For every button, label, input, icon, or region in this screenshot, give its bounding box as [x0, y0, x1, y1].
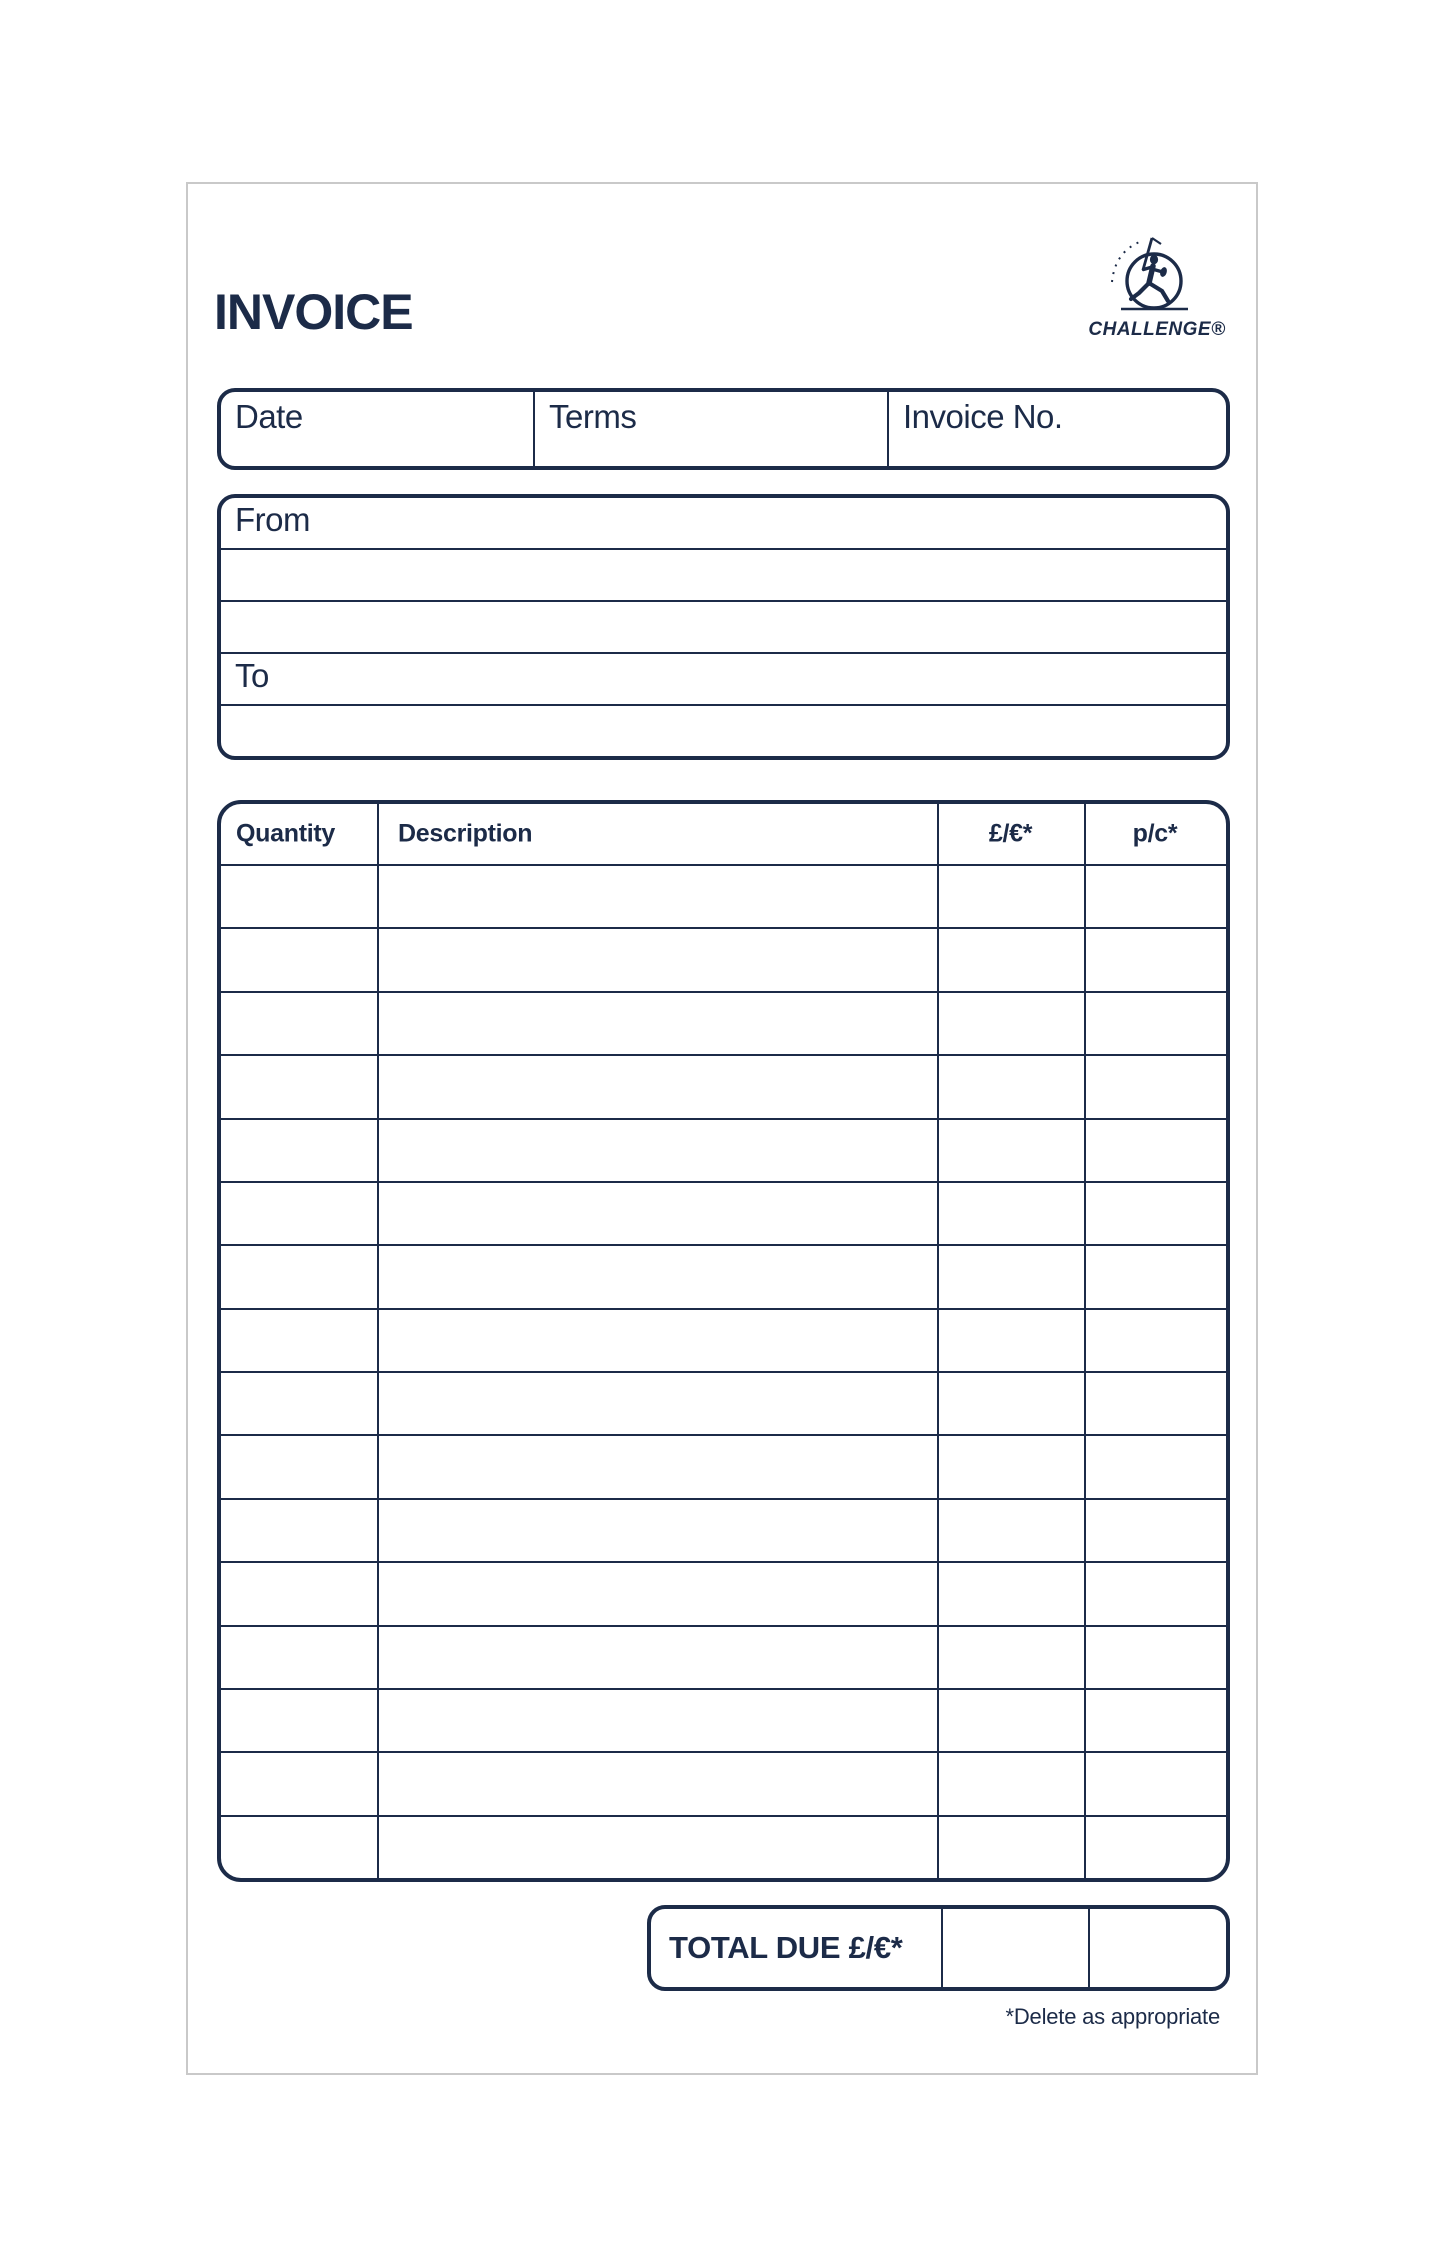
cell-quantity[interactable] [221, 1690, 377, 1751]
cell-currency[interactable] [937, 1690, 1084, 1751]
cell-pence[interactable] [1084, 1627, 1226, 1688]
total-pence-cell[interactable] [1088, 1909, 1226, 1987]
cell-description[interactable] [377, 1563, 937, 1624]
to-label: To [235, 657, 269, 694]
cell-quantity[interactable] [221, 929, 377, 990]
cell-description[interactable] [377, 1500, 937, 1561]
cell-pence[interactable] [1084, 1753, 1226, 1814]
invoice-no-label: Invoice No. [903, 398, 1063, 435]
date-label: Date [235, 398, 303, 435]
cell-description[interactable] [377, 1056, 937, 1117]
table-row [221, 866, 1226, 927]
header-currency: £/€* [988, 819, 1033, 848]
field-terms[interactable] [533, 392, 887, 466]
cell-description[interactable] [377, 993, 937, 1054]
cell-description[interactable] [377, 929, 937, 990]
cell-pence[interactable] [1084, 1310, 1226, 1371]
table-row [221, 1498, 1226, 1561]
invoice-sheet [186, 182, 1258, 2075]
from-blank-row[interactable] [221, 548, 1226, 600]
table-row [221, 1308, 1226, 1371]
cell-quantity[interactable] [221, 1183, 377, 1244]
cell-currency[interactable] [937, 1753, 1084, 1814]
cell-currency[interactable] [937, 1627, 1084, 1688]
header-description: Description [398, 819, 533, 848]
cell-pence[interactable] [1084, 1436, 1226, 1497]
cell-currency[interactable] [937, 929, 1084, 990]
cell-currency[interactable] [937, 1500, 1084, 1561]
from-row[interactable] [221, 498, 1226, 548]
cell-pence[interactable] [1084, 1817, 1226, 1878]
cell-pence[interactable] [1084, 993, 1226, 1054]
total-label-cell [651, 1909, 941, 1987]
cell-quantity[interactable] [221, 1753, 377, 1814]
table-row [221, 1054, 1226, 1117]
table-row [221, 1625, 1226, 1688]
column-divider [1084, 804, 1086, 1878]
cell-description[interactable] [377, 1627, 937, 1688]
table-row [221, 1561, 1226, 1624]
total-label: TOTAL DUE £/€* [669, 1930, 903, 1965]
items-table [217, 800, 1230, 1882]
address-box [217, 494, 1230, 760]
to-row[interactable] [221, 652, 1226, 704]
cell-quantity[interactable] [221, 1436, 377, 1497]
terms-label: Terms [549, 398, 637, 435]
cell-pence[interactable] [1084, 1056, 1226, 1117]
table-row [221, 991, 1226, 1054]
total-currency-cell[interactable] [941, 1909, 1088, 1987]
table-row [221, 1118, 1226, 1181]
brand-name: CHALLENGE® [1088, 319, 1226, 340]
cell-description[interactable] [377, 1436, 937, 1497]
cell-description[interactable] [377, 1120, 937, 1181]
athlete-logo-icon [1102, 236, 1212, 318]
cell-currency[interactable] [937, 1310, 1084, 1371]
header-pence: p/c* [1132, 819, 1178, 848]
table-row [221, 927, 1226, 990]
cell-pence[interactable] [1084, 1120, 1226, 1181]
table-row [221, 1371, 1226, 1434]
table-row [221, 1815, 1226, 1878]
column-divider [377, 804, 379, 1878]
items-table-body [221, 866, 1226, 1878]
cell-currency[interactable] [937, 1817, 1084, 1878]
cell-quantity[interactable] [221, 1120, 377, 1181]
cell-description[interactable] [377, 1373, 937, 1434]
table-row [221, 1181, 1226, 1244]
cell-quantity[interactable] [221, 1246, 377, 1307]
cell-quantity[interactable] [221, 866, 377, 927]
meta-box [217, 388, 1230, 470]
footnote: *Delete as appropriate [1005, 2004, 1220, 2029]
cell-quantity[interactable] [221, 1373, 377, 1434]
cell-pence[interactable] [1084, 1563, 1226, 1624]
table-row [221, 1244, 1226, 1307]
cell-pence[interactable] [1084, 1183, 1226, 1244]
cell-currency[interactable] [937, 1436, 1084, 1497]
cell-description[interactable] [377, 1690, 937, 1751]
cell-pence[interactable] [1084, 1690, 1226, 1751]
cell-pence[interactable] [1084, 929, 1226, 990]
cell-quantity[interactable] [221, 1627, 377, 1688]
cell-description[interactable] [377, 1753, 937, 1814]
field-invoice-no[interactable] [887, 392, 1226, 466]
cell-description[interactable] [377, 1183, 937, 1244]
cell-currency[interactable] [937, 1056, 1084, 1117]
table-row [221, 1434, 1226, 1497]
from-label: From [235, 501, 310, 538]
cell-currency[interactable] [937, 993, 1084, 1054]
challenge-logo [1086, 236, 1228, 341]
cell-description[interactable] [377, 1246, 937, 1307]
cell-quantity[interactable] [221, 993, 377, 1054]
cell-currency[interactable] [937, 1246, 1084, 1307]
cell-quantity[interactable] [221, 1500, 377, 1561]
cell-quantity[interactable] [221, 1817, 377, 1878]
total-box [647, 1905, 1230, 1991]
cell-quantity[interactable] [221, 1310, 377, 1371]
cell-description[interactable] [377, 1817, 937, 1878]
column-divider [937, 804, 939, 1878]
from-blank-row[interactable] [221, 600, 1226, 652]
field-date[interactable] [221, 392, 533, 466]
cell-quantity[interactable] [221, 1056, 377, 1117]
header-quantity: Quantity [236, 819, 335, 848]
items-table-header [221, 804, 1226, 866]
cell-pence[interactable] [1084, 1373, 1226, 1434]
cell-pence[interactable] [1084, 1500, 1226, 1561]
to-blank-row[interactable] [221, 704, 1226, 756]
cell-description[interactable] [377, 866, 937, 927]
cell-currency[interactable] [937, 1563, 1084, 1624]
cell-currency[interactable] [937, 1120, 1084, 1181]
cell-description[interactable] [377, 1310, 937, 1371]
cell-currency[interactable] [937, 1183, 1084, 1244]
cell-quantity[interactable] [221, 1563, 377, 1624]
table-row [221, 1688, 1226, 1751]
cell-pence[interactable] [1084, 1246, 1226, 1307]
cell-currency[interactable] [937, 866, 1084, 927]
table-row [221, 1751, 1226, 1814]
page-title: INVOICE [214, 284, 413, 340]
cell-pence[interactable] [1084, 866, 1226, 927]
cell-currency[interactable] [937, 1373, 1084, 1434]
